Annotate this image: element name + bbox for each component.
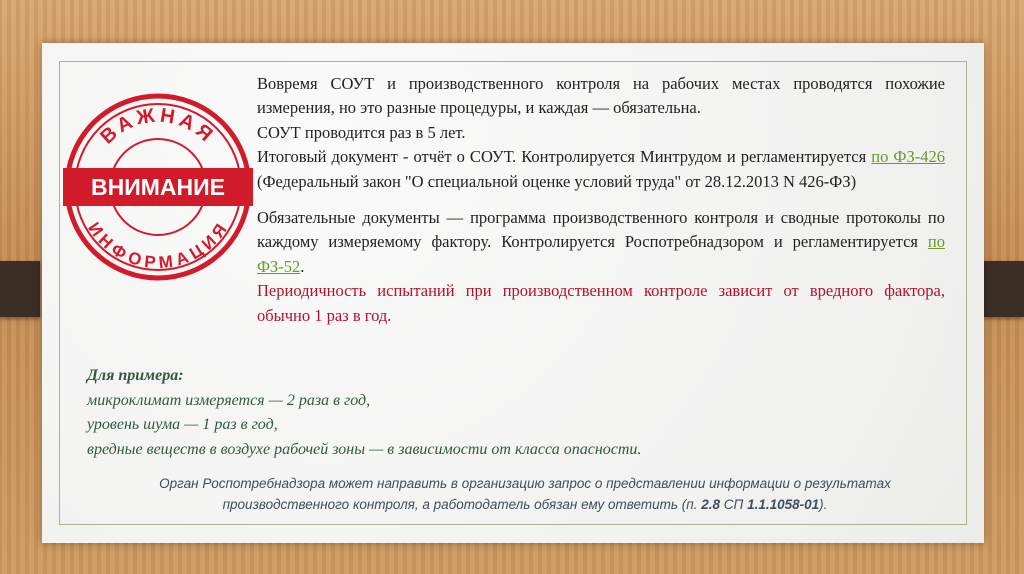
mandatory-docs-text: Обязательные документы — программа производственного контроля и сводные протоколы по каждому измеряемому фактору. Контролируется Роспотребнадзором и регламентируется — [257, 208, 945, 252]
right-decor-bar — [984, 261, 1024, 317]
paragraph-1-line-1: Вовремя СОУТ и производственного контроля на рабочих местах проводятся похожие измерения, но это разные процедуры, и каждая — обязательна. — [257, 74, 945, 118]
example-item-noise: уровень шума — 1 раз в год, — [87, 416, 278, 433]
paragraph-1-line-2: СОУТ проводится раз в 5 лет. — [257, 122, 466, 142]
footer-clause: 2.8 — [701, 497, 720, 512]
footer-sp: СП — [723, 497, 744, 512]
stamp-top-text: ВАЖНАЯ — [96, 104, 220, 149]
footer-note — [100, 473, 950, 515]
main-text-block — [257, 72, 945, 328]
example-block — [87, 364, 787, 462]
stamp-bottom-text: ИНФОРМАЦИЯ — [84, 218, 232, 273]
example-item-air: вредные веществ в воздухе рабочей зоны — в зависимости от класса опасности. — [87, 440, 642, 458]
fz426-intro-text: Итоговый документ - отчёт о СОУТ. Контролируется Минтрудом и регламентируется — [257, 147, 867, 167]
fz426-details-text: (Федеральный закон "О специальной оценке условий труда" от 28.12.2013 N 426-ФЗ) — [257, 171, 857, 191]
left-decor-bar — [0, 261, 40, 317]
paragraph-2 — [257, 206, 945, 279]
stamp-banner-text: ВНИМАНИЕ — [90, 174, 226, 200]
important-stamp-icon — [63, 92, 253, 282]
footer-text-main: Орган Роспотребнадзора может направить в организацию запрос о представлении информации о результатах производственного контроля, а работодатель обязан ему ответить (п. — [159, 476, 891, 512]
fz426-link[interactable]: по ФЗ-426 — [871, 147, 945, 167]
svg-text:ВАЖНАЯ — [96, 104, 219, 148]
footer-end: ). — [819, 497, 828, 512]
paragraph-1-line-3 — [257, 145, 945, 194]
example-item-microclimate: микроклимат измеряется — 2 раза в год, — [87, 391, 371, 409]
periodicity-warning: Периодичность испытаний при производственном контроле зависит от вредного фактора, обычно 1 раз в год. — [257, 281, 945, 325]
example-heading: Для примера: — [87, 367, 184, 384]
fz52-period: . — [300, 256, 305, 276]
footer-sp-number: 1.1.1058-01 — [747, 497, 820, 512]
fz52-link[interactable]: по ФЗ-52 — [257, 232, 945, 276]
